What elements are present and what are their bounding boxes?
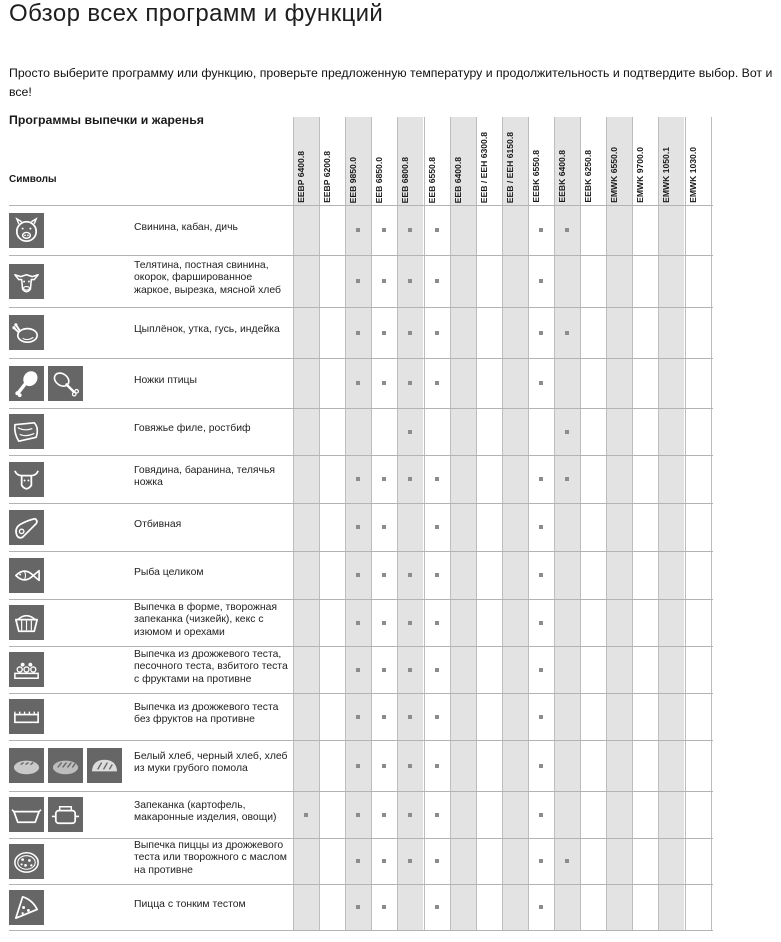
row-icons (9, 844, 44, 879)
availability-marker (408, 668, 412, 672)
row-icons (9, 699, 44, 734)
availability-marker (382, 813, 386, 817)
beef-fillet-icon (9, 414, 44, 449)
row-label: Телятина, постная свинина, окорок, фаршированное жаркое, вырезка, мясной хлеб (134, 260, 281, 296)
availability-marker (539, 859, 543, 863)
availability-marker (539, 905, 543, 909)
table-row (0, 693, 781, 740)
pig-icon (9, 213, 44, 248)
row-icons (9, 213, 44, 248)
availability-marker (356, 525, 360, 529)
column-header-label: EEB 9850.0 (348, 156, 359, 203)
availability-marker (539, 621, 543, 625)
white-bread-icon (9, 748, 44, 783)
availability-marker (408, 764, 412, 768)
column-header-label: EMWK 1030.0 (687, 147, 698, 203)
availability-marker (408, 621, 412, 625)
column-header (345, 121, 371, 203)
poultry-icon (9, 315, 44, 350)
column-header-label: EEB 6850.0 (374, 156, 385, 203)
column-header (632, 121, 658, 203)
availability-marker (356, 813, 360, 817)
availability-marker (435, 859, 439, 863)
availability-marker (356, 621, 360, 625)
availability-marker (382, 331, 386, 335)
column-header-label: EEBP 6400.8 (296, 151, 306, 203)
availability-marker (356, 331, 360, 335)
availability-marker (408, 381, 412, 385)
row-icons (9, 558, 44, 593)
column-header (502, 121, 528, 203)
casserole-dish-icon (48, 797, 83, 832)
column-header (424, 121, 450, 203)
row-label: Говядина, баранина, телячья ножка (134, 465, 275, 489)
availability-marker (565, 430, 569, 434)
row-label: Свинина, кабан, дичь (134, 222, 238, 233)
pizza-slice-icon (9, 890, 44, 925)
column-header (319, 121, 345, 203)
sheet-cake-icon (9, 699, 44, 734)
availability-marker (539, 573, 543, 577)
availability-marker (539, 228, 543, 232)
column-header-label: EEBK 6250.8 (583, 150, 594, 203)
availability-marker (382, 525, 386, 529)
column-header-label: EMWK 1050.1 (661, 147, 672, 203)
availability-marker (382, 905, 386, 909)
availability-marker (435, 668, 439, 672)
table-row (0, 455, 781, 503)
column-header-label: EEB 6550.8 (426, 156, 437, 203)
table-row (0, 255, 781, 307)
availability-marker (408, 573, 412, 577)
row-divider (9, 930, 713, 931)
column-header (397, 121, 423, 203)
availability-marker (435, 573, 439, 577)
availability-marker (382, 279, 386, 283)
availability-marker (435, 764, 439, 768)
availability-marker (408, 430, 412, 434)
row-icons (9, 605, 44, 640)
table-row (0, 408, 781, 455)
availability-marker (435, 525, 439, 529)
availability-marker (356, 477, 360, 481)
row-label: Пицца с тонким тестом (134, 899, 246, 910)
row-icons (9, 462, 44, 497)
column-header-label: EEB 6800.8 (400, 156, 411, 203)
chop-icon (9, 510, 44, 545)
dark-bread-icon (48, 748, 83, 783)
availability-marker (435, 477, 439, 481)
availability-marker (539, 764, 543, 768)
column-header (450, 121, 476, 203)
row-label: Выпечка из дрожжевого теста, песочного теста, взбитого теста с фруктами на противне (134, 649, 288, 685)
availability-marker (539, 279, 543, 283)
row-label: Отбивная (134, 519, 182, 530)
availability-marker (382, 228, 386, 232)
column-header-label: EEB / EEH 6300.8 (478, 131, 489, 203)
row-label: Цыплёнок, утка, гусь, индейка (134, 324, 280, 335)
availability-marker (539, 381, 543, 385)
row-label: Рыба целиком (134, 567, 204, 578)
row-label: Выпечка из дрожжевого теста без фруктов на противне (134, 702, 279, 726)
availability-marker (408, 279, 412, 283)
section-title: Программы выпечки и жаренья (9, 113, 204, 127)
column-header (685, 121, 711, 203)
availability-marker (408, 859, 412, 863)
row-label: Белый хлеб, черный хлеб, хлеб из муки грубого помола (134, 751, 288, 775)
gratin-dish-icon (9, 797, 44, 832)
column-header (528, 121, 554, 203)
row-icons (9, 890, 44, 925)
fruit-tray-icon (9, 652, 44, 687)
wholegrain-bread-icon (87, 748, 122, 783)
availability-marker (356, 279, 360, 283)
row-icons (9, 264, 44, 299)
availability-marker (356, 905, 360, 909)
availability-marker (356, 381, 360, 385)
availability-marker (356, 764, 360, 768)
availability-marker (565, 477, 569, 481)
availability-marker (408, 228, 412, 232)
availability-marker (408, 477, 412, 481)
availability-marker (539, 331, 543, 335)
row-icons (9, 366, 83, 401)
table-row (0, 358, 781, 408)
table-row (0, 884, 781, 930)
availability-marker (382, 859, 386, 863)
availability-marker (565, 331, 569, 335)
availability-marker (382, 381, 386, 385)
availability-marker (435, 905, 439, 909)
column-header-label: EEBP 6200.8 (322, 151, 333, 203)
availability-marker (408, 331, 412, 335)
column-header (293, 121, 319, 203)
drumstick-icon (9, 366, 44, 401)
row-label: Выпечка пиццы из дрожжевого теста или творожного с маслом на противне (134, 840, 287, 876)
table-row (0, 551, 781, 599)
column-header-label: EMWK 6550.0 (609, 147, 620, 203)
column-header-label: EEBK 6400.8 (557, 150, 567, 203)
availability-marker (304, 813, 308, 817)
table-row (0, 791, 781, 838)
availability-marker (408, 715, 412, 719)
availability-marker (539, 668, 543, 672)
availability-marker (382, 621, 386, 625)
column-header-label: EMWK 9700.0 (635, 147, 646, 203)
table-row (0, 838, 781, 884)
availability-marker (382, 668, 386, 672)
availability-marker (356, 668, 360, 672)
table-row (0, 740, 781, 791)
availability-marker (435, 279, 439, 283)
column-header-label: EEB 6400.8 (452, 156, 463, 203)
calf-icon (9, 264, 44, 299)
drumstick-outline-icon (48, 366, 83, 401)
table-row (0, 646, 781, 693)
availability-marker (356, 859, 360, 863)
availability-marker (435, 715, 439, 719)
column-header-label: EEB / EEH 6150.8 (504, 131, 515, 203)
table-row (0, 205, 781, 255)
cake-tin-icon (9, 605, 44, 640)
availability-marker (539, 813, 543, 817)
column-header (554, 121, 580, 203)
availability-marker (539, 525, 543, 529)
cow-icon (9, 462, 44, 497)
row-icons (9, 797, 83, 832)
availability-marker (435, 813, 439, 817)
availability-marker (382, 764, 386, 768)
row-icons (9, 510, 44, 545)
column-header (371, 121, 397, 203)
availability-marker (435, 228, 439, 232)
row-label: Запеканка (картофель, макаронные изделия, овощи) (134, 800, 277, 824)
column-header (476, 121, 502, 203)
availability-marker (565, 859, 569, 863)
availability-marker (356, 715, 360, 719)
column-header (658, 121, 684, 203)
row-label: Выпечка в форме, творожная запеканка (чизкейк), кекс с изюмом и орехами (134, 602, 277, 638)
availability-marker (565, 228, 569, 232)
availability-marker (408, 813, 412, 817)
row-icons (9, 652, 44, 687)
intro-text: Просто выберите программу или функцию, проверьте предложенную температуру и продолжительность и подтвердите выбор. Вот и все! (9, 66, 773, 99)
row-label: Говяжье филе, ростбиф (134, 423, 251, 434)
column-header (606, 121, 632, 203)
availability-marker (382, 715, 386, 719)
pizza-tray-icon (9, 844, 44, 879)
availability-marker (539, 477, 543, 481)
availability-marker (539, 715, 543, 719)
page-title: Обзор всех программ и функций (9, 0, 384, 27)
availability-marker (435, 331, 439, 335)
symbols-label: Символы (9, 174, 57, 185)
availability-marker (382, 477, 386, 481)
fish-icon (9, 558, 44, 593)
row-icons (9, 748, 122, 783)
row-icons (9, 315, 44, 350)
table-row (0, 503, 781, 551)
row-icons (9, 414, 44, 449)
availability-marker (435, 381, 439, 385)
availability-marker (435, 621, 439, 625)
availability-marker (382, 573, 386, 577)
availability-marker (356, 228, 360, 232)
column-header-label: EEBK 6550.8 (530, 150, 541, 203)
row-label: Ножки птицы (134, 375, 197, 386)
availability-marker (356, 573, 360, 577)
column-header (580, 121, 606, 203)
table-row (0, 599, 781, 646)
table-row (0, 307, 781, 358)
